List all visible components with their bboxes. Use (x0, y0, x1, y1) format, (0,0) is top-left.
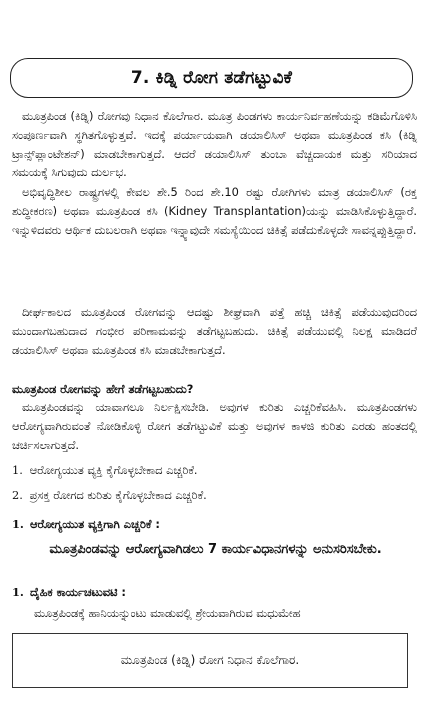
list-number: 2. (12, 488, 23, 502)
subsection-heading-text: ದೈಹಿಕ ಕಾರ್ಯಚಟುವಟಿ : (29, 585, 126, 599)
prevention-list-item (12, 486, 417, 504)
section-heading (12, 515, 417, 533)
callout-text: ಮೂತ್ರಪಿಂಡವನ್ನು ಆರೋಗ್ಯವಾಗಿಡಲು 7 ಕಾರ್ಯವಿಧಾನಗಳನ್ನು ಅನುಸರಿಸಬೇಕು. (49, 542, 382, 557)
section-heading-text: ಆರೋಗ್ಯಯುತ ವ್ಯಕ್ತಿಗಾಗಿ ಎಚ್ಚರಿಕೆ : (29, 517, 160, 531)
prevention-heading: ಮೂತ್ರಪಿಂಡ ರೋಗವನ್ನು ಹೇಗೆ ತಡೆಗಟ್ಟಬಹುದು? (12, 382, 194, 396)
subsection-heading (12, 583, 417, 601)
prevention-list-item (12, 461, 417, 479)
chapter-title-box (10, 58, 413, 98)
paragraph-early-detection: ದೀರ್ಘಕಾಲದ ಮೂತ್ರಪಿಂಡ ರೋಗವನ್ನು ಆದಷ್ಟು ಶೀಘ್ರವಾಗಿ ಪತ್ತೆ ಹಚ್ಚಿ ಚಿಕಿತ್ಸೆ ಪಡೆಯುವುದರಿಂದ ಮುಂದಾಗಬಹುದಾದ ಗಂಭೀರ ಪರಿಣಾಮವನ್ನು ತಡೆಗಟ್ಟಬಹುದು. ಚಿಕಿತ್ಸೆ ಪಡೆಯುವಲ್ಲಿ ನಿಲಕ್ಷ ಮಾಡಿದರೆ ಡಯಾಲಿಸಿಸ್ ಅಥವಾ ಮೂತ್ರಪಿಂಡ ಕಸಿ ಮಾಡಬೇಕಾಗುತ್ತದೆ. (12, 305, 417, 357)
paragraph-statistics: ಅಭಿವೃದ್ಧಿಶೀಲ ರಾಷ್ಟ್ರಗಳಲ್ಲಿ ಕೇವಲ ಶೇ.5 ರಿಂದ ಶೇ.10 ರಷ್ಟು ರೋಗಿಗಳು ಮಾತ್ರ ಡಯಾಲಿಸಿಸ್ (ರಕ್ತ ಶುದ್ಧೀಕರಣ) ಅಥವಾ ಮೂತ್ರಪಿಂಡ ಕಸಿ (Kidney Transplantation)ಯನ್ನು ಮಾಡಿಸಿಕೊಳ್ಳುತ್ತಿದ್ದಾರೆ. ಇನ್ನುಳಿದವರು ಆರ್ಥಿಕ ದುಬಲರಾಗಿ ಅಥವಾ ಇನ್ನ್ಯಾವುದೇ ಸಮಸ್ಯೆಯಿಂದ ಚಿಕಿತ್ಸೆ ಪಡೆದುಕೊಳ್ಳದೇ ಸಾವನ್ನಪ್ಪುತ್ತಿದ್ದಾರೆ. (12, 185, 417, 237)
list-text: ಪ್ರಸಕ್ತ ರೋಗದ ಕುರಿತು ಕೈಗೊಳ್ಳಬೇಕಾದ ಎಚ್ಚರಿಕೆ. (29, 488, 207, 502)
prevention-intro: ಮೂತ್ರಪಿಂಡವನ್ನು ಯಾವಾಗಲೂ ನಿರ್ಲಕ್ಷಿಸಬೇಡಿ. ಅವುಗಳ ಕುರಿತು ಎಚ್ಚರಿಕೆವಹಿಸಿ. ಮೂತ್ರಪಿಂಡಗಳು ಆರೋಗ್ಯವಾಗಿರುವಂತೆ ನೋಡಿಕೊಳ್ಳಿ ರೋಗ ತಡೆಗಟ್ಟುವಿಕೆ ಮತ್ತು ಅವುಗಳ ಕಾಳಜಿ ಕುರಿತು ಎರಡು ಹಂತದಲ್ಲಿ ಚರ್ಚಿಸಲಾಗುತ್ತದೆ. (12, 400, 417, 452)
chapter-title: 7. ಕಿಡ್ನಿ ರೋಗ ತಡೆಗಟ್ಟುವಿಕೆ (130, 68, 293, 88)
section-number: 1. (12, 517, 24, 531)
list-number: 1. (12, 463, 23, 477)
subsection-number: 1. (12, 585, 24, 599)
subsection-text: ಮೂತ್ರಪಿಂಡಕ್ಕೆ ಹಾನಿಯನ್ನುಂಟು ಮಾಡುವಲ್ಲಿ ಶ್ರೇಯವಾಗಿರುವ ಮಧುಮೇಹ (34, 606, 301, 620)
list-text: ಆರೋಗ್ಯಯುತ ವ್ಯಕ್ತಿ ಕೈಗೊಳ್ಳಬೇಕಾದ ಎಚ್ಚರಿಕೆ. (29, 463, 198, 477)
footer-box (12, 633, 408, 688)
paragraph-intro: ಮೂತ್ರಪಿಂಡ (ಕಿಡ್ನಿ) ರೋಗವು ನಿಧಾನ ಕೊಲೆಗಾರ. ಮೂತ್ರ ಪಿಂಡಗಳು ಕಾರ್ಯನಿರ್ವಹಣೆಯನ್ನು ಕಡಿಮೆಗೊಳಿಸಿ ಸಂಪೂರ್ಣವಾಗಿ ಸ್ಥಗಿತಗೊಳ್ಳುತ್ತವೆ. ಇದಕ್ಕೆ ಪರ್ಯಾಯವಾಗಿ ಡಯಾಲಿಸಿಸ್ ಅಥವಾ ಮೂತ್ರಪಿಂಡ ಕಸಿ (ಕಿಡ್ನಿ ಟ್ರಾನ್ಸ್‌ಪ್ಲಾಂಟೇಶನ್) ಮಾಡಬೇಕಾಗುತ್ತದೆ. ಆದರೆ ಡಯಾಲಿಸಿಸ್ ತುಂಬಾ ವೆಚ್ಚದಾಯಕ ಮತ್ತು ಸರಿಯಾದ ಸಮಯಕ್ಕೆ ಸಿಗುವುದು ದುರ್ಲಭ. (12, 109, 417, 180)
footer-text: ಮೂತ್ರಪಿಂಡ (ಕಿಡ್ನಿ) ರೋಗ ನಿಧಾನ ಕೊಲೆಗಾರ. (120, 653, 300, 667)
